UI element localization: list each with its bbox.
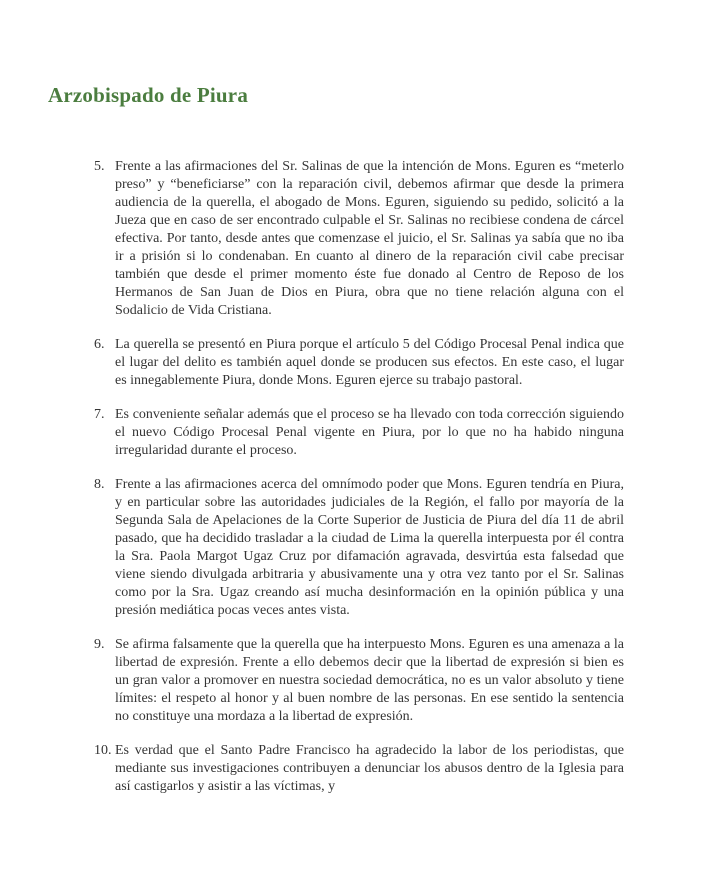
item-text: Es verdad que el Santo Padre Francisco ha agradecido la labor de los periodistas, que mediante sus investigaciones contribuyen a denunciar los abusos dentro de la Iglesia para así castigarlos y asistir a las víctimas, y: [115, 743, 624, 794]
list-item: [94, 742, 624, 796]
item-text: Es conveniente señalar además que el proceso se ha llevado con toda corrección siguiendo el nuevo Código Procesal Penal vigente en Piura, por lo que no ha habido ninguna irregularidad durante el proceso.: [115, 407, 624, 458]
list-item: [94, 636, 624, 726]
page-title: Arzobispado de Piura: [48, 83, 249, 107]
item-number: 8.: [94, 477, 105, 492]
item-number: 7.: [94, 407, 105, 422]
list-item: [94, 406, 624, 460]
item-number: 10.: [94, 743, 112, 758]
item-text: Frente a las afirmaciones acerca del omnímodo poder que Mons. Eguren tendría en Piura, y en particular sobre las autoridades judiciales de la Región, el fallo por mayoría de la Segunda Sala de Apelaciones de la Corte Superior de Justicia de Piura del día 11 de abril pasado, que ha decidido trasladar a la ciudad de Lima la querella interpuesta por él contra la Sra. Paola Margot Ugaz Cruz por difamación agravada, desvirtúa esta falsedad que viene siendo divulgada arbitraria y abusivamente una y otra vez tanto por el Sr. Salinas como por la Sra. Ugaz creando así mucha desinformación en la opinión pública y una presión mediática pocas veces antes vista.: [115, 477, 624, 618]
item-text: Frente a las afirmaciones del Sr. Salinas de que la intención de Mons. Eguren es “meterlo preso” y “beneficiarse” con la reparación civil, debemos afirmar que desde la primera audiencia de la querella, el abogado de Mons. Eguren, siguiendo su pedido, solicitó a la Jueza que en caso de ser encontrado culpable el Sr. Salinas no recibiese condena de cárcel efectiva. Por tanto, desde antes que comenzase el juicio, el Sr. Salinas ya sabía que no iba ir a prisión si lo condenaban. En cuanto al dinero de la reparación civil cabe precisar también que desde el primer momento éste fue donado al Centro de Reposo de los Hermanos de San Juan de Dios en Piura, obra que no tiene relación alguna con el Sodalicio de Vida Cristiana.: [115, 159, 624, 318]
list-item: [94, 336, 624, 390]
list-item: [94, 476, 624, 620]
item-text: Se afirma falsamente que la querella que ha interpuesto Mons. Eguren es una amenaza a la libertad de expresión. Frente a ello debemos decir que la libertad de expresión si bien es un gran valor a promover en nuestra sociedad democrática, no es un valor absoluto y tiene límites: el respeto al honor y al buen nombre de las personas. En ese sentido la sentencia no constituye una mordaza a la libertad de expresión.: [115, 637, 624, 724]
list-item: [94, 158, 624, 320]
numbered-list: [94, 158, 624, 796]
item-number: 5.: [94, 159, 105, 174]
item-text: La querella se presentó en Piura porque el artículo 5 del Código Procesal Penal indica que el lugar del delito es también aquel donde se producen sus efectos. En este caso, el lugar es innegablemente Piura, donde Mons. Eguren ejerce su trabajo pastoral.: [115, 337, 624, 388]
item-number: 9.: [94, 637, 105, 652]
item-number: 6.: [94, 337, 105, 352]
